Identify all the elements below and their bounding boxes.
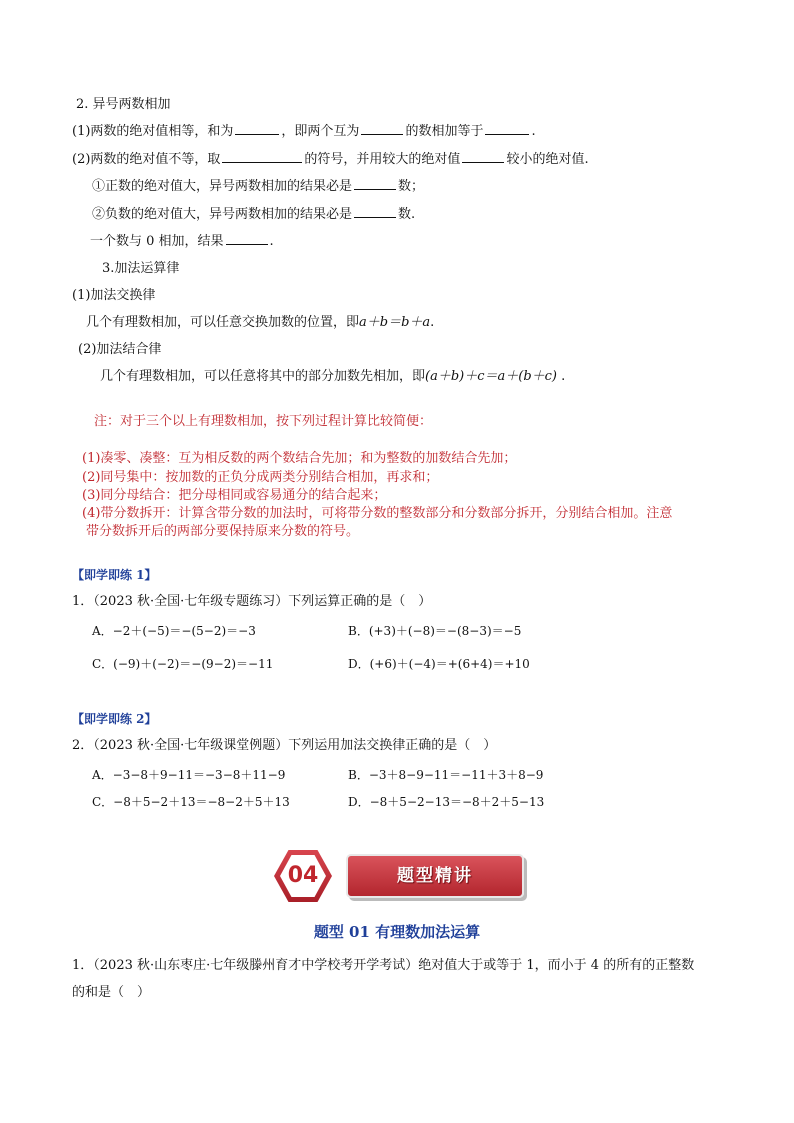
associative-title: (2)加法结合律 [78,342,162,357]
practice2-question: 2．（2023 秋·全国·七年级课堂例题）下列运用加法交换律正确的是（ ） [72,738,497,753]
practice1-label: 【即学即练 1】 [72,568,157,582]
practice1-option-a[interactable]: A．−2＋(−5)＝−(5−2)＝−3 [92,624,256,638]
text-segment: . [557,369,566,384]
question-line1: 1．（2023 秋·山东枣庄·七年级滕州育才中学校考开学考试）绝对值大于或等于 1，而小于 4 的所有的正整数 [72,958,695,973]
text-segment: 数； [398,179,425,194]
note-item: (1)凑零、凑整：互为相反数的两个数结合先加；和为整数的加数结合先加； [82,451,517,466]
section2-line2 [72,151,589,168]
section-title: 题型 01 有理数加法运算 [313,923,481,941]
section2-line5 [90,233,274,250]
practice2-option-b[interactable]: B．−3＋8−9−11＝−11＋3＋8−9 [348,768,544,782]
question-line2: 的和是（ ） [72,985,151,1000]
blank [235,123,279,135]
section2-line3 [92,178,424,195]
section2-line4 [92,206,415,223]
text-segment: 较小的绝对值. [506,152,589,167]
blank [222,151,302,163]
practice2-option-d[interactable]: D．−8＋5−2−13＝−8＋2＋5−13 [348,795,545,809]
formula: (a＋b)＋c＝a＋(b＋c) [425,369,558,384]
blank [485,123,529,135]
text-segment: (1)两数的绝对值相等，和为 [72,124,234,139]
text-segment: 一个数与 0 相加，结果 [90,234,224,249]
text-segment: . [430,315,435,330]
practice1-question: 1．（2023 秋·全国·七年级专题练习）下列运算正确的是（ ） [72,594,432,609]
badge-number: 04 [287,863,319,888]
blank [226,233,268,245]
blank [361,123,403,135]
text-segment: 几个有理数相加，可以任意交换加数的位置，即 [86,315,360,330]
section2-heading: 2. 异号两数相加 [76,97,171,112]
note-item: (3)同分母结合：把分母相同或容易通分的结合起来； [82,488,387,503]
commutative-title: (1)加法交换律 [72,288,156,303]
section2-line1 [72,123,536,140]
practice1-option-d[interactable]: D．(+6)＋(−4)＝+(6+4)＝+10 [348,657,530,671]
blank [462,151,504,163]
text-segment: 的数相加等于 [405,124,484,139]
text-segment: 数. [398,207,416,222]
note-item: (4)带分数拆开：计算含带分数的加法时，可将带分数的整数部分和分数部分拆开，分别结合相加。注意 [82,506,673,521]
practice2-option-c[interactable]: C．−8＋5−2＋13＝−8−2＋5＋13 [92,795,290,809]
text-segment: ，即两个互为 [281,124,360,139]
text-segment: ②负数的绝对值大，异号两数相加的结果必是 [92,207,353,222]
text-segment: ①正数的绝对值大，异号两数相加的结果必是 [92,179,353,194]
text-segment: 几个有理数相加，可以任意将其中的部分加数先相加，即 [100,369,426,384]
associative-text [100,369,565,385]
text-segment: (2)两数的绝对值不等，取 [72,152,221,167]
badge-text: 题型精讲 [397,866,473,886]
commutative-text [86,315,434,331]
practice1-option-c[interactable]: C．(−9)＋(−2)＝−(9−2)＝−11 [92,657,274,671]
practice1-option-b[interactable]: B．(+3)＋(−8)＝−(8−3)＝−5 [348,624,522,638]
note-item: (2)同号集中：按加数的正负分成两类分别结合相加，再求和； [82,470,439,485]
text-segment: . [531,124,536,139]
section3-heading: 3.加法运算律 [102,261,180,276]
blank [354,206,396,218]
note-intro: 注：对于三个以上有理数相加，按下列过程计算比较简便： [94,414,433,429]
blank [354,178,396,190]
practice2-option-a[interactable]: A．−3−8＋9−11＝−3−8＋11−9 [92,768,286,782]
text-segment: . [269,234,274,249]
practice2-label: 【即学即练 2】 [72,712,157,726]
note-item: 带分数拆开后的两部分要保持原来分数的符号。 [86,524,360,539]
formula: a＋b＝b＋a [359,315,431,330]
text-segment: 的符号，并用较大的绝对值 [304,152,461,167]
section-badge [274,850,524,902]
